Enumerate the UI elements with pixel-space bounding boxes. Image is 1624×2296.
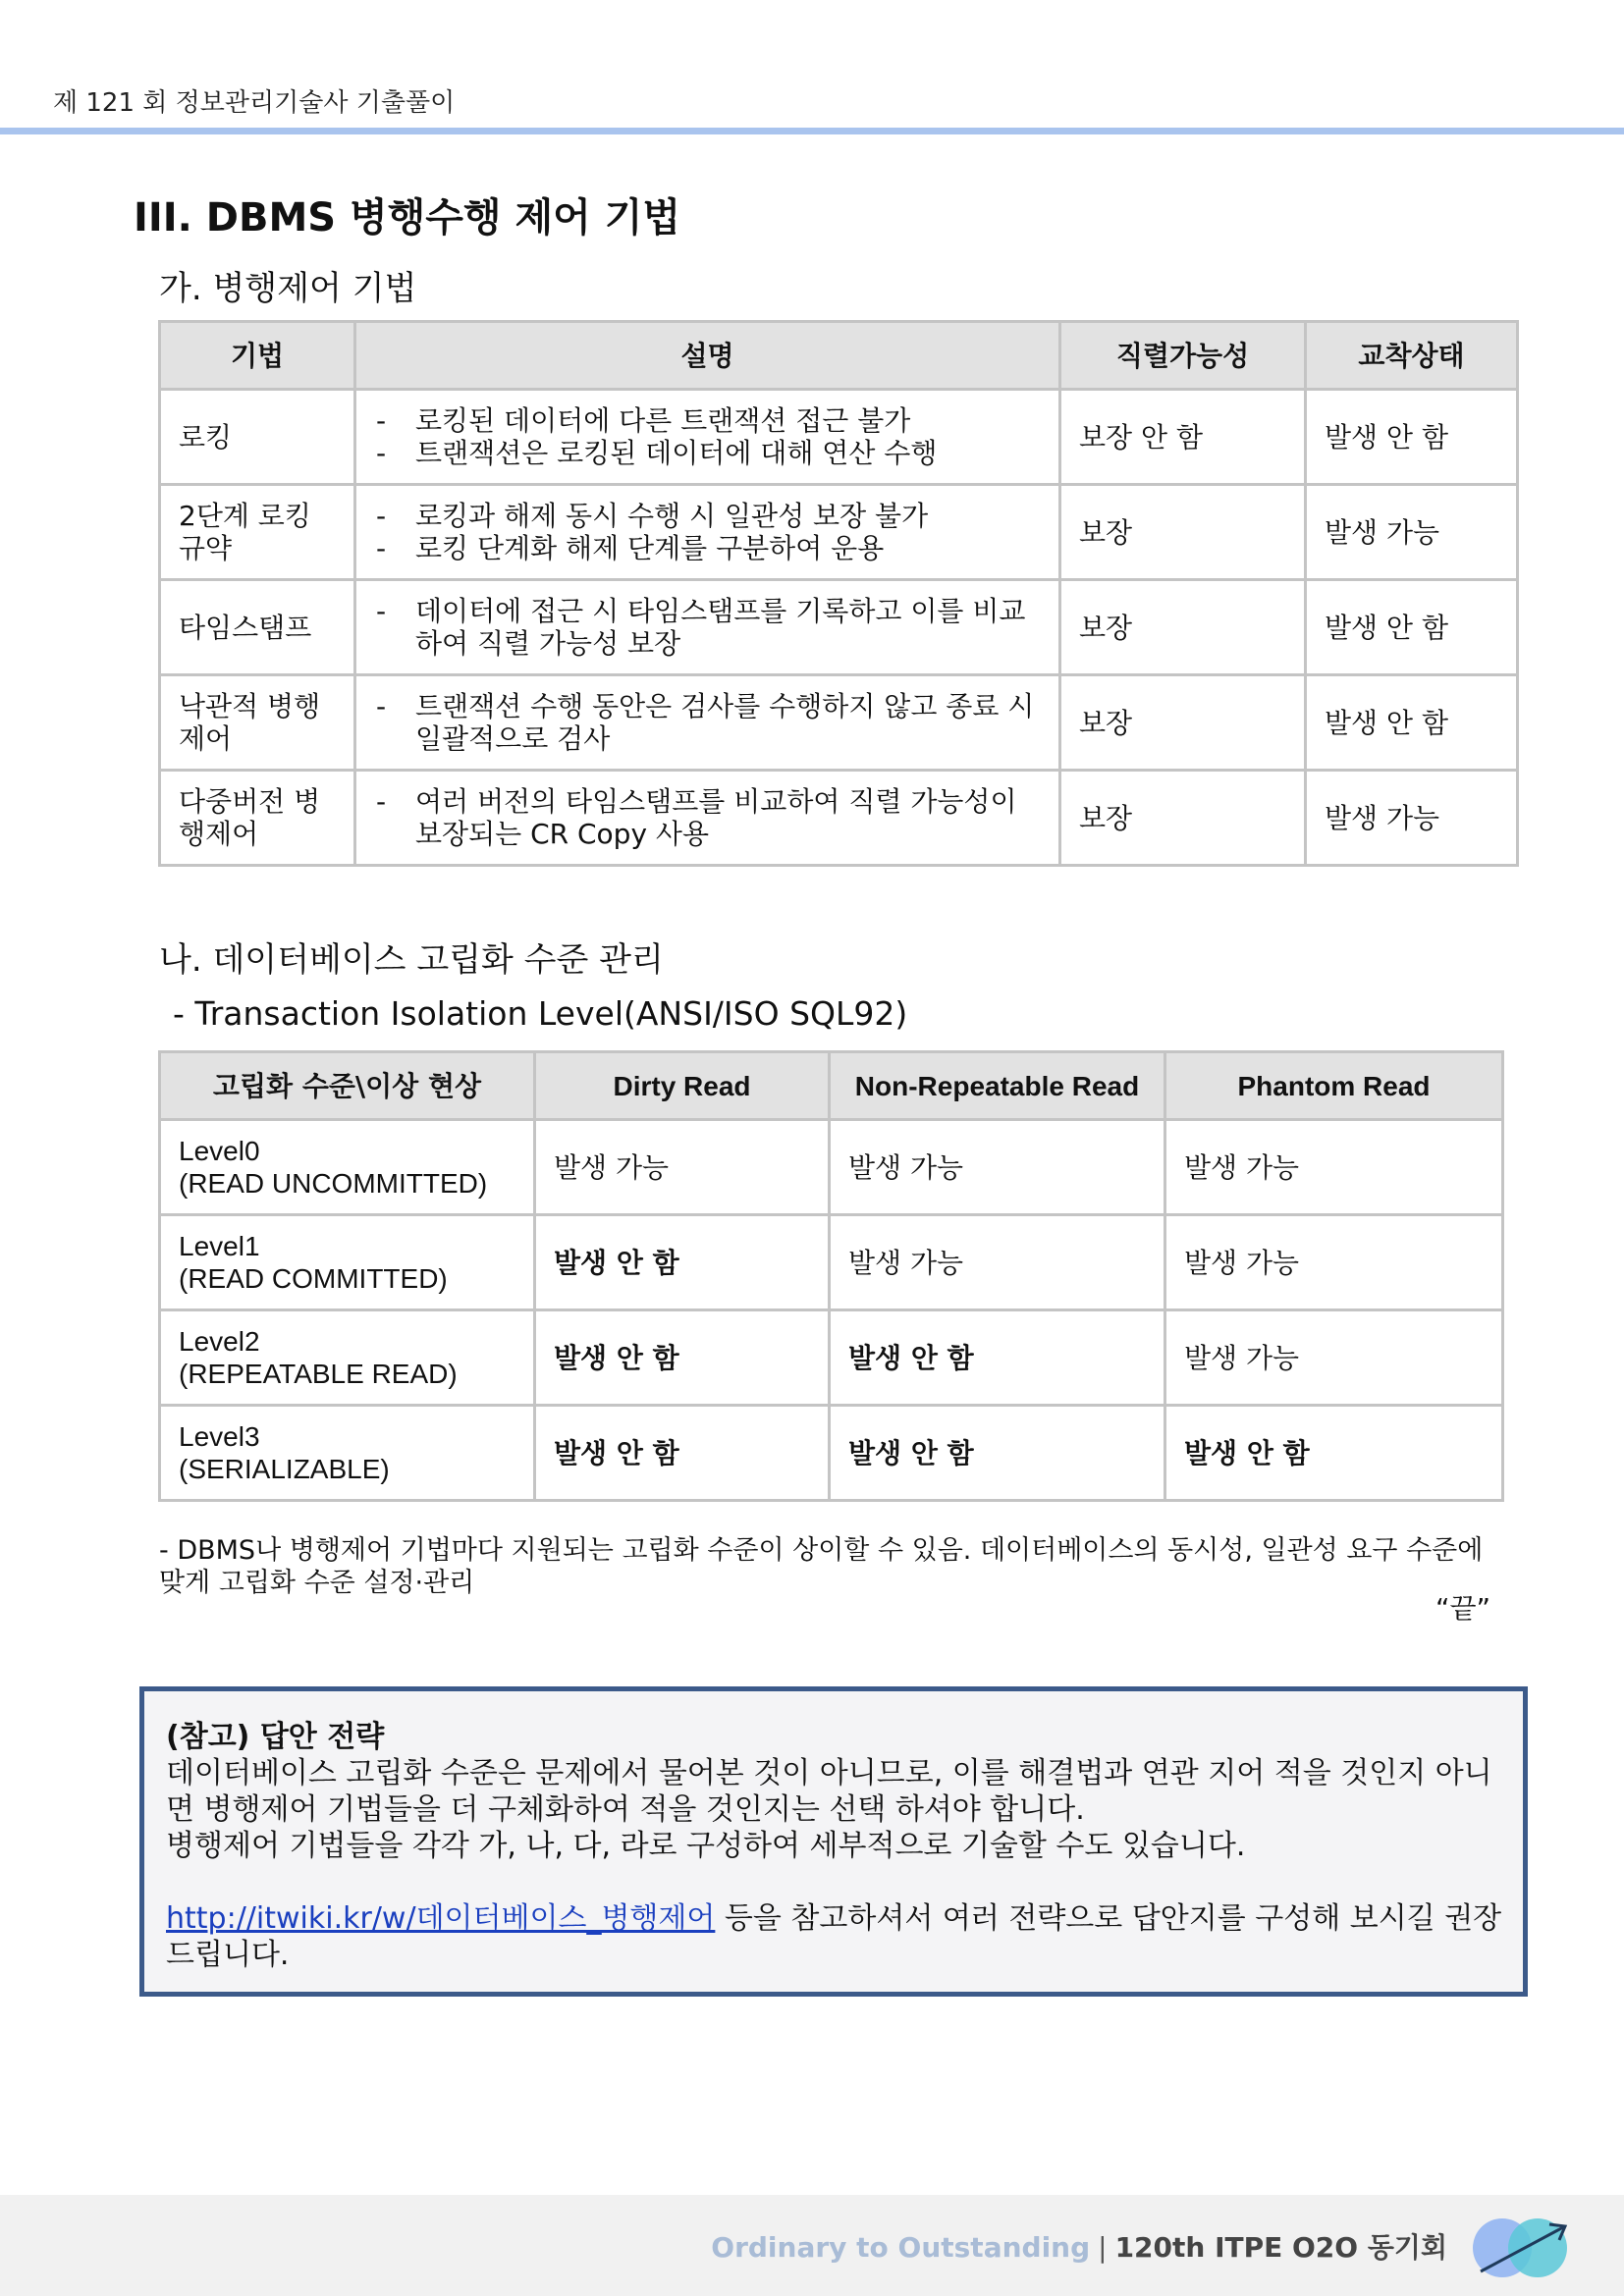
technique-cell: 타임스탬프 xyxy=(160,580,355,675)
footer-org: 120th ITPE O2O 동기회 xyxy=(1114,2231,1447,2264)
subsection-title-ga: 가. 병행제어 기법 xyxy=(159,269,417,308)
section-title: III. DBMS 병행수행 제어 기법 xyxy=(134,195,680,240)
serializability-cell: 보장 xyxy=(1060,771,1306,866)
description-line: 트랜잭션 수행 동안은 검사를 수행하지 않고 종료 시 일괄적으로 검사 xyxy=(415,690,1035,755)
dirty-read-cell: 발생 안 함 xyxy=(535,1215,830,1310)
itwiki-link[interactable]: http://itwiki.kr/w/데이터베이스_병행제어 xyxy=(166,1901,716,1936)
level-cell xyxy=(160,1310,535,1406)
table-row xyxy=(160,390,1518,485)
table-row xyxy=(160,485,1518,580)
isolation-level-note: - Transaction Isolation Level(ANSI/ISO SQL92) xyxy=(173,994,908,1033)
deadlock-cell: 발생 안 함 xyxy=(1306,580,1518,675)
end-mark: “끝” xyxy=(1435,1592,1491,1625)
non-repeatable-read-cell: 발생 가능 xyxy=(830,1120,1165,1215)
non-repeatable-read-cell: 발생 안 함 xyxy=(830,1310,1165,1406)
non-repeatable-read-cell: 발생 가능 xyxy=(830,1215,1165,1310)
header-divider xyxy=(0,128,1624,134)
deadlock-cell: 발생 가능 xyxy=(1306,771,1518,866)
serializability-cell: 보장 xyxy=(1060,580,1306,675)
deadlock-cell: 발생 가능 xyxy=(1306,485,1518,580)
serializability-cell: 보장 안 함 xyxy=(1060,390,1306,485)
table-header-row xyxy=(160,322,1518,390)
technique-cell: 다중버전 병행제어 xyxy=(160,771,355,866)
table-row xyxy=(160,1215,1503,1310)
column-header: 기법 xyxy=(160,322,355,390)
table-row xyxy=(160,580,1518,675)
phantom-read-cell: 발생 가능 xyxy=(1165,1215,1503,1310)
level-id: Level2 xyxy=(179,1326,260,1357)
table-row xyxy=(160,1406,1503,1501)
description-line: 로킹된 데이터에 다른 트랜잭션 접근 불가 xyxy=(415,404,911,437)
technique-cell: 2단계 로킹 규약 xyxy=(160,485,355,580)
footer-text xyxy=(711,2226,1447,2266)
level-name: (READ UNCOMMITTED) xyxy=(179,1168,488,1199)
level-name: (REPEATABLE READ) xyxy=(179,1359,458,1389)
description-line: 트랜잭션은 로킹된 데이터에 대해 연산 수행 xyxy=(415,437,938,469)
table-header-row xyxy=(160,1052,1503,1120)
reference-strategy-box xyxy=(139,1686,1528,1997)
description-line: 로킹 단계화 해제 단계를 구분하여 운용 xyxy=(415,532,885,564)
reference-text-3 xyxy=(166,1900,1511,1973)
footer-slogan: Ordinary to Outstanding xyxy=(711,2231,1091,2264)
deadlock-cell: 발생 안 함 xyxy=(1306,675,1518,771)
table-row xyxy=(160,675,1518,771)
isolation-footnote: - DBMS나 병행제어 기법마다 지원되는 고립화 수준이 상이할 수 있음. 데이터베이스의 동시성, 일관성 요구 수준에 맞게 고립화 수준 설정·관리 xyxy=(159,1535,1484,1598)
dirty-read-cell: 발생 가능 xyxy=(535,1120,830,1215)
column-header: 직렬가능성 xyxy=(1060,322,1306,390)
reference-text-1: 데이터베이스 고립화 수준은 문제에서 물어본 것이 아니므로, 이를 해결법과 연관 지어 적을 것인지 아니면 병행제어 기법들을 더 구체화하여 적을 것인지는 선택 하셔야 합니다. xyxy=(166,1756,1492,1827)
column-header: 고립화 수준\이상 현상 xyxy=(160,1052,535,1120)
level-cell xyxy=(160,1215,535,1310)
page-header: 제 121 회 정보관리기술사 기출풀이 xyxy=(53,88,456,118)
level-cell xyxy=(160,1406,535,1501)
deadlock-cell: 발생 안 함 xyxy=(1306,390,1518,485)
description-cell: - 여러 버전의 타임스탬프를 비교하여 직렬 가능성이 보장되는 CR Copy 사용 xyxy=(355,771,1060,866)
level-id: Level1 xyxy=(179,1231,260,1261)
non-repeatable-read-cell: 발생 안 함 xyxy=(830,1406,1165,1501)
phantom-read-cell: 발생 안 함 xyxy=(1165,1406,1503,1501)
concurrency-control-table xyxy=(158,320,1519,867)
level-id: Level3 xyxy=(179,1421,260,1452)
table-row xyxy=(160,771,1518,866)
isolation-level-table xyxy=(158,1050,1504,1502)
column-header: 교착상태 xyxy=(1306,322,1518,390)
level-cell xyxy=(160,1120,535,1215)
level-name: (READ COMMITTED) xyxy=(179,1263,448,1294)
description-cell: - 데이터에 접근 시 타임스탬프를 기록하고 이를 비교하여 직렬 가능성 보장 xyxy=(355,580,1060,675)
serializability-cell: 보장 xyxy=(1060,485,1306,580)
reference-title: (참고) 답안 전략 xyxy=(166,1720,385,1754)
level-name: (SERIALIZABLE) xyxy=(179,1454,390,1484)
column-header: Non-Repeatable Read xyxy=(830,1052,1165,1120)
dirty-read-cell: 발생 안 함 xyxy=(535,1406,830,1501)
description-cell: - 로킹과 해제 동시 수행 시 일관성 보장 불가 - 로킹 단계화 해제 단계를 구분하여 운용 xyxy=(355,485,1060,580)
phantom-read-cell: 발생 가능 xyxy=(1165,1120,1503,1215)
reference-text-2: 병행제어 기법들을 각각 가, 나, 다, 라로 구성하여 세부적으로 기술할 수도 있습니다. xyxy=(166,1829,1246,1863)
level-id: Level0 xyxy=(179,1136,260,1166)
o2o-logo-icon xyxy=(1467,2209,1575,2287)
subsection-title-na: 나. 데이터베이스 고립화 수준 관리 xyxy=(159,940,664,980)
table-row xyxy=(160,1310,1503,1406)
serializability-cell: 보장 xyxy=(1060,675,1306,771)
column-header: Phantom Read xyxy=(1165,1052,1503,1120)
phantom-read-cell: 발생 가능 xyxy=(1165,1310,1503,1406)
dirty-read-cell: 발생 안 함 xyxy=(535,1310,830,1406)
table-row xyxy=(160,1120,1503,1215)
description-line: 로킹과 해제 동시 수행 시 일관성 보장 불가 xyxy=(415,500,929,532)
reference-text-3-rest: 등을 참고하셔서 여러 전략으로 답안지를 구성해 보시길 권장드립니다. xyxy=(166,1901,1502,1972)
column-header: Dirty Read xyxy=(535,1052,830,1120)
description-cell: - 트랜잭션 수행 동안은 검사를 수행하지 않고 종료 시 일괄적으로 검사 xyxy=(355,675,1060,771)
technique-cell: 낙관적 병행 제어 xyxy=(160,675,355,771)
description-cell: - 로킹된 데이터에 다른 트랜잭션 접근 불가 - 트랜잭션은 로킹된 데이터에 대해 연산 수행 xyxy=(355,390,1060,485)
footer-separator: | xyxy=(1098,2231,1108,2264)
description-line: 여러 버전의 타임스탬프를 비교하여 직렬 가능성이 보장되는 CR Copy 사용 xyxy=(415,785,1017,850)
column-header: 설명 xyxy=(355,322,1060,390)
description-line: 데이터에 접근 시 타임스탬프를 기록하고 이를 비교하여 직렬 가능성 보장 xyxy=(415,595,1026,660)
technique-cell: 로킹 xyxy=(160,390,355,485)
